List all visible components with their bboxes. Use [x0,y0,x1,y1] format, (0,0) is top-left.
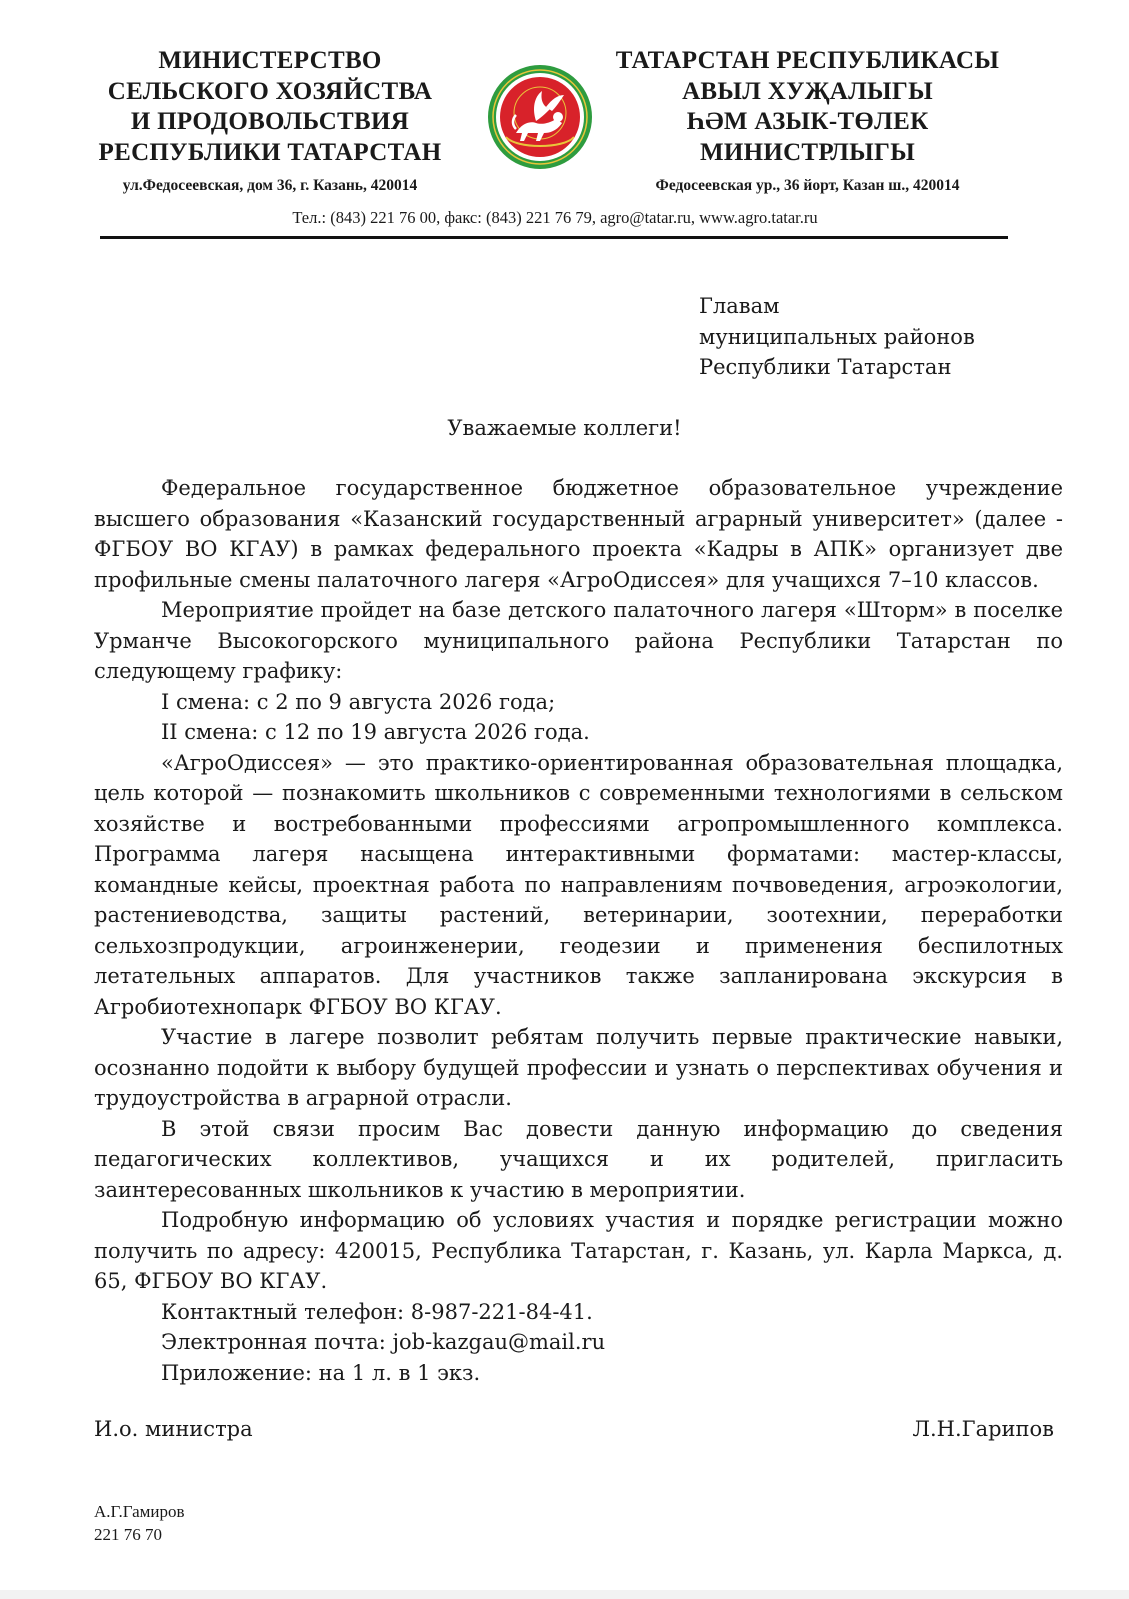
letterhead-right-line: ТАТАРСТАН РЕСПУБЛИКАСЫ [615,47,1000,74]
letterhead-right [600,46,1015,196]
letterhead-right-line: АВЫЛ ХУҖАЛЫГЫ [682,77,933,105]
executor-name: А.Г.Гамиров [94,1502,185,1521]
tatarstan-coat-of-arms-icon [486,63,594,171]
signature-position: И.о. министра [94,1417,253,1441]
letter-body [94,473,1063,1388]
salutation: Уважаемые коллеги! [447,416,682,440]
attachment-note: Приложение: на 1 л. в 1 экз. [161,1360,481,1385]
addressee-block [699,291,975,383]
page-bottom-strip [0,1590,1129,1599]
signature-name: Л.Н.Гарипов [912,1417,1054,1441]
letterhead-right-address: Федосеевская ур., 36 йорт, Казан ш., 420014 [655,177,960,194]
paragraph-benefits: Участие в лагере позволит ребятам получить первые практические навыки, осознанно подойти к выбору будущей профессии и узнать о перспективах обучения и трудоустройства в аграрной отрасли. [94,1025,1063,1110]
letterhead-left-line: РЕСПУБЛИКИ ТАТАРСТАН [98,138,442,166]
letterhead-divider [100,236,1008,239]
paragraph-details: Подробную информацию об условиях участия и порядке регистрации можно получить по адресу: 420015, Республика Татарстан, г. Казань, ул. Карла Маркса, д. 65, ФГБОУ ВО КГАУ. [94,1208,1063,1293]
contact-email: Электронная почта: job-kazgau@mail.ru [161,1330,606,1354]
letterhead-contacts: Тел.: (843) 221 76 00, факс: (843) 221 76 79, agro@tatar.ru, www.agro.tatar.ru [292,208,818,227]
schedule-shift-2: II смена: с 12 по 19 августа 2026 года. [161,720,590,744]
addressee-line: Главам [699,294,780,318]
paragraph-program: «АгроОдиссея» — это практико-ориентированная образовательная площадка, цель которой — познакомить школьников с современными технологиями в сельском хозяйстве и востребованными профессиями агропромышленного комплекса. Программа лагеря насыщена интерактивными форматами: мастер-классы, командные кейсы, проектная работа по направлениям почвоведения, агроэкологии, растениеводства, защиты растений, ветеринарии, зоотехнии, переработки сельхозпродукции, агроинженерии, геодезии и применения беспилотных летательных аппаратов. Для участников также запланирована экскурсия в Агробиотехнопарк ФГБОУ ВО КГАУ. [94,750,1063,1019]
letterhead-left-line: МИНИСТЕРСТВО [158,47,382,74]
executor-phone: 221 76 70 [94,1525,162,1544]
paragraph-request: В этой связи просим Вас довести данную информацию до сведения педагогических коллективов, учащихся и их родителей, пригласить заинтересованных школьников к участию в мероприятии. [94,1116,1063,1202]
executor-block [94,1500,185,1546]
addressee-line: Республики Татарстан [699,355,952,379]
letterhead-right-line: МИНИСТРЛЫГЫ [699,138,916,166]
addressee-line: муниципальных районов [699,324,975,349]
letterhead-left-address: ул.Федосеевская, дом 36, г. Казань, 420014 [122,177,418,194]
paragraph-venue: Мероприятие пройдет на базе детского палаточного лагеря «Шторм» в поселке Урманче Высокогорского муниципального района Республики Татарстан по следующему графику: [94,598,1063,683]
paragraph-intro: Федеральное государственное бюджетное образовательное учреждение высшего образования «Казанский государственный аграрный университет» (далее - ФГБОУ ВО КГАУ) в рамках федерального проекта «Кадры в АПК» организует две профильные смены палаточного лагеря «АгроОдиссея» для учащихся 7–10 классов. [94,476,1063,592]
contact-phone: Контактный телефон: 8-987-221-84-41. [161,1299,593,1324]
letterhead-left-line: И ПРОДОВОЛЬСТВИЯ [130,108,410,135]
schedule-shift-1: I смена: с 2 по 9 августа 2026 года; [161,689,556,714]
letterhead-left [80,46,460,196]
letterhead-right-line: ҺӘМ АЗЫК-ТӨЛЕК [686,108,929,135]
letterhead-left-line: СЕЛЬСКОГО ХОЗЯЙСТВА [107,77,433,105]
